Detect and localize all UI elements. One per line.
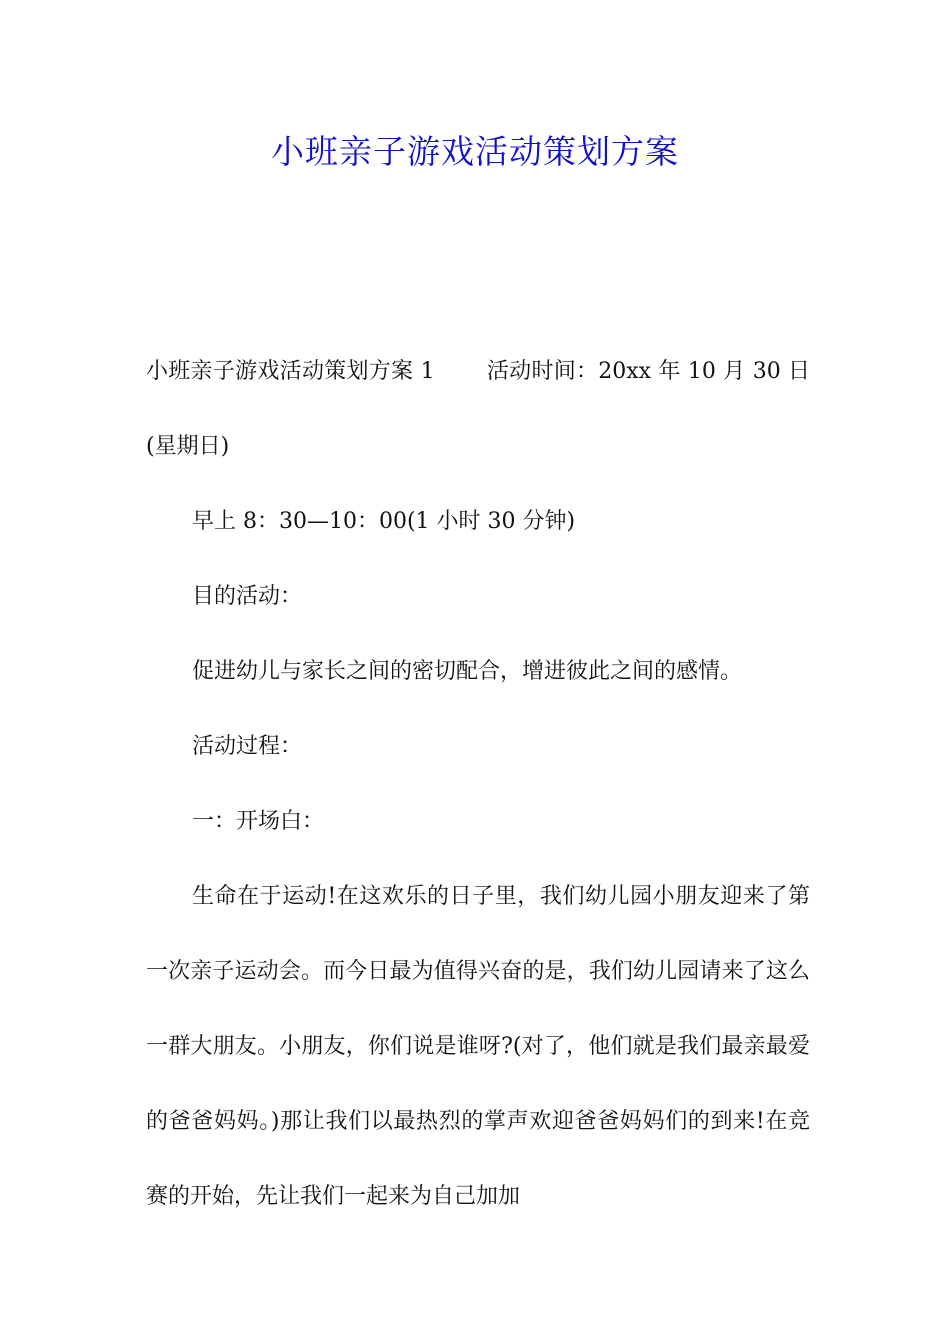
activity-time: 活动时间：20xx 年 10 月 30 日(星期日) [146, 359, 810, 459]
purpose-heading: 目的活动： [192, 584, 303, 609]
document-body [146, 334, 810, 1234]
process-heading: 活动过程： [192, 734, 303, 759]
heading-and-time-paragraph [146, 334, 810, 484]
plan-heading: 小班亲子游戏活动策划方案 1 [146, 359, 435, 384]
opening-paragraph: 生命在于运动!在这欢乐的日子里，我们幼儿园小朋友迎来了第一次亲子运动会。而今日最为值得兴奋的是，我们幼儿园请来了这么一群大朋友。小朋友，你们说是谁呀?(对了，他们就是我们最亲最爱的爸爸妈妈。)那让我们以最热烈的掌声欢迎爸爸妈妈们的到来!在竞赛的开始，先让我们一起来为自己加加 [146, 884, 810, 1209]
purpose-text: 促进幼儿与家长之间的密切配合，增进彼此之间的感情。 [192, 659, 743, 684]
section-one-heading: 一：开场白： [192, 809, 325, 834]
document-title: 小班亲子游戏活动策划方案 [271, 132, 679, 171]
time-range: 早上 8：30—10：00(1 小时 30 分钟) [192, 509, 576, 534]
